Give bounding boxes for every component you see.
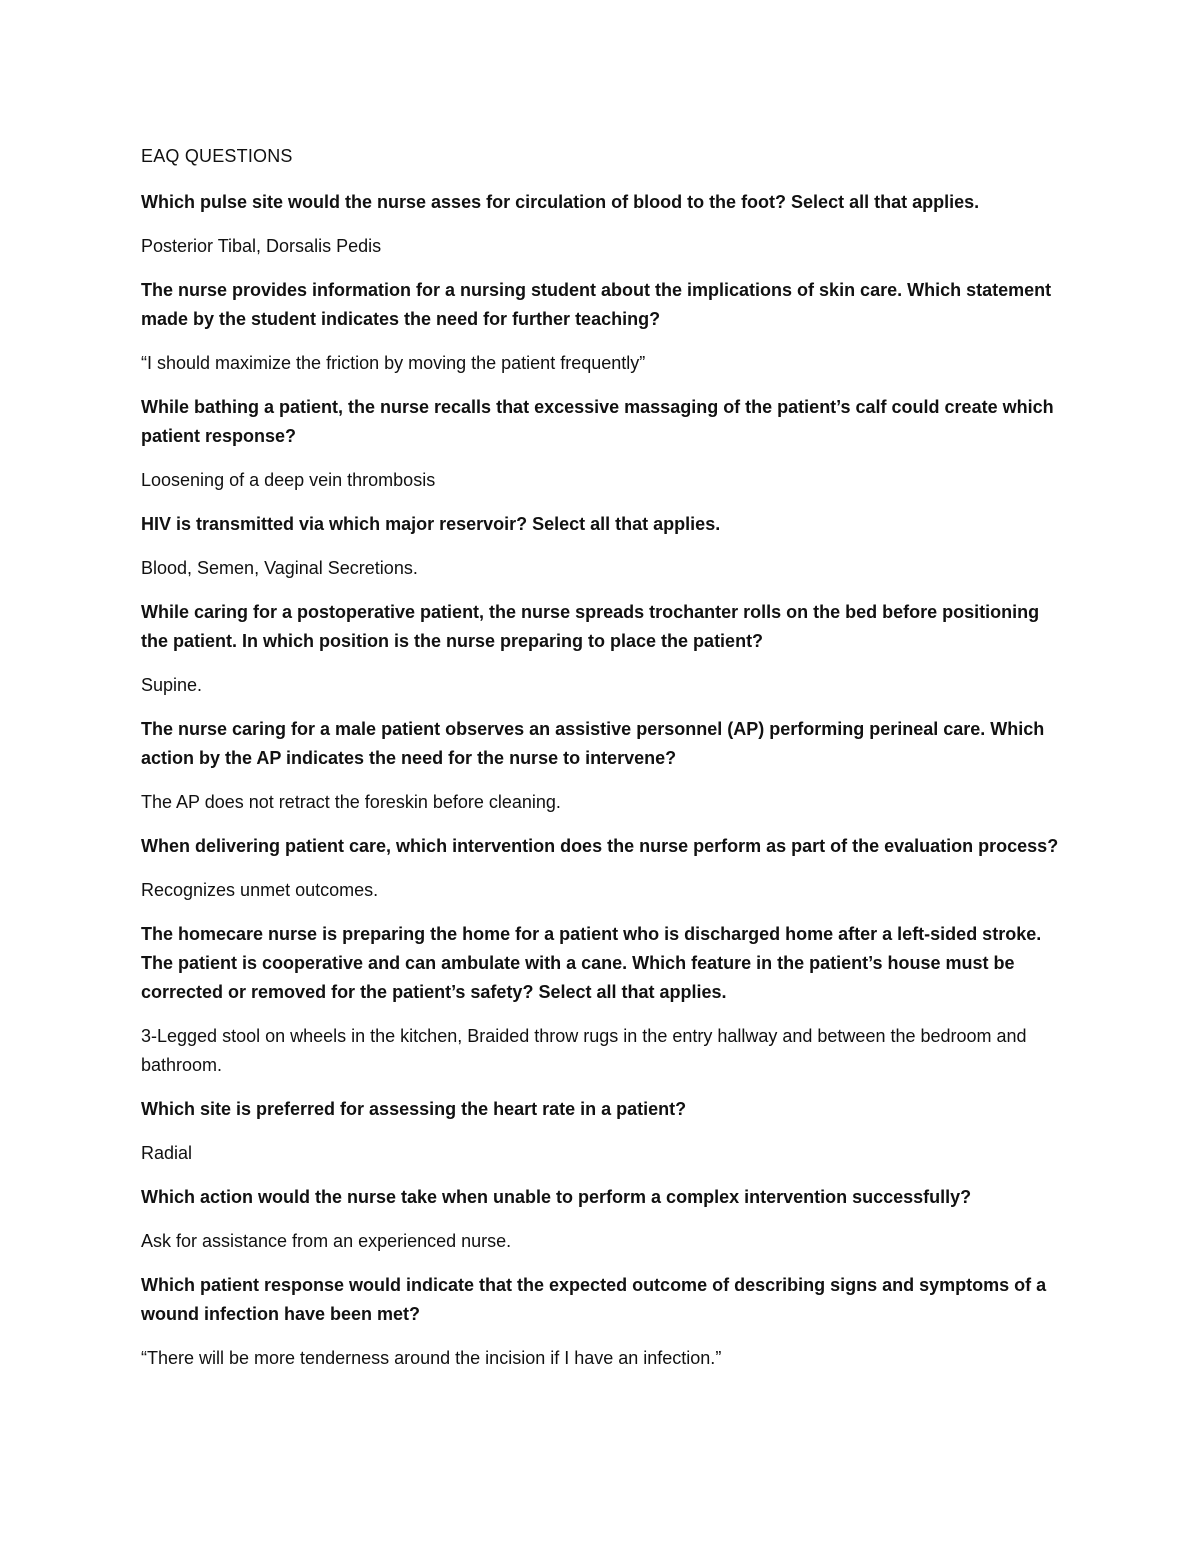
qa-item-7 — [141, 832, 1061, 905]
answer-text: Supine. — [141, 675, 203, 695]
answer-text: “I should maximize the friction by moving the patient frequently” — [141, 353, 646, 373]
question-text: While caring for a postoperative patient, the nurse spreads trochanter rolls on the bed before positioning the patient. In which position is the nurse preparing to place the patient? — [141, 602, 1040, 651]
question-text: The nurse caring for a male patient observes an assistive personnel (AP) performing perineal care. Which action by the AP indicates the need for the nurse to intervene? — [141, 719, 1045, 768]
qa-item-1 — [141, 188, 1061, 261]
question-text: When delivering patient care, which intervention does the nurse perform as part of the evaluation process? — [141, 836, 1059, 856]
question-text: While bathing a patient, the nurse recalls that excessive massaging of the patient’s calf could create which patient response? — [141, 397, 1054, 446]
question-text: Which pulse site would the nurse asses for circulation of blood to the foot? Select all that applies. — [141, 192, 980, 212]
question-text: Which action would the nurse take when unable to perform a complex intervention successfully? — [141, 1187, 972, 1207]
answer-text: Blood, Semen, Vaginal Secretions. — [141, 558, 418, 578]
answer-text: The AP does not retract the foreskin before cleaning. — [141, 792, 561, 812]
qa-item-3 — [141, 393, 1061, 495]
document-body — [141, 144, 1061, 1388]
qa-item-9 — [141, 1095, 1061, 1168]
question-text: The homecare nurse is preparing the home for a patient who is discharged home after a left-sided stroke. The patient is cooperative and can ambulate with a cane. Which feature in the patient’s house must be corrected or removed for the patient’s safety? Select all that applies. — [141, 924, 1042, 1002]
qa-item-4 — [141, 510, 1061, 583]
question-text: HIV is transmitted via which major reservoir? Select all that applies. — [141, 514, 721, 534]
question-text: Which patient response would indicate that the expected outcome of describing signs and symptoms of a wound infection have been met? — [141, 1275, 1047, 1324]
answer-text: Loosening of a deep vein thrombosis — [141, 470, 436, 490]
qa-item-11 — [141, 1271, 1061, 1373]
document-heading: EAQ QUESTIONS — [141, 146, 293, 166]
answer-text: Radial — [141, 1143, 193, 1163]
answer-text: Posterior Tibal, Dorsalis Pedis — [141, 236, 382, 256]
question-text: The nurse provides information for a nursing student about the implications of skin care. Which statement made by the student indicates the need for further teaching? — [141, 280, 1052, 329]
question-text: Which site is preferred for assessing the heart rate in a patient? — [141, 1099, 687, 1119]
answer-text: “There will be more tenderness around the incision if I have an infection.” — [141, 1348, 722, 1368]
qa-item-10 — [141, 1183, 1061, 1256]
qa-item-8 — [141, 920, 1061, 1080]
answer-text: 3-Legged stool on wheels in the kitchen, Braided throw rugs in the entry hallway and between the bedroom and bathroom. — [141, 1026, 1027, 1075]
answer-text: Ask for assistance from an experienced nurse. — [141, 1231, 512, 1251]
qa-item-2 — [141, 276, 1061, 378]
qa-item-6 — [141, 715, 1061, 817]
answer-text: Recognizes unmet outcomes. — [141, 880, 379, 900]
qa-item-5 — [141, 598, 1061, 700]
